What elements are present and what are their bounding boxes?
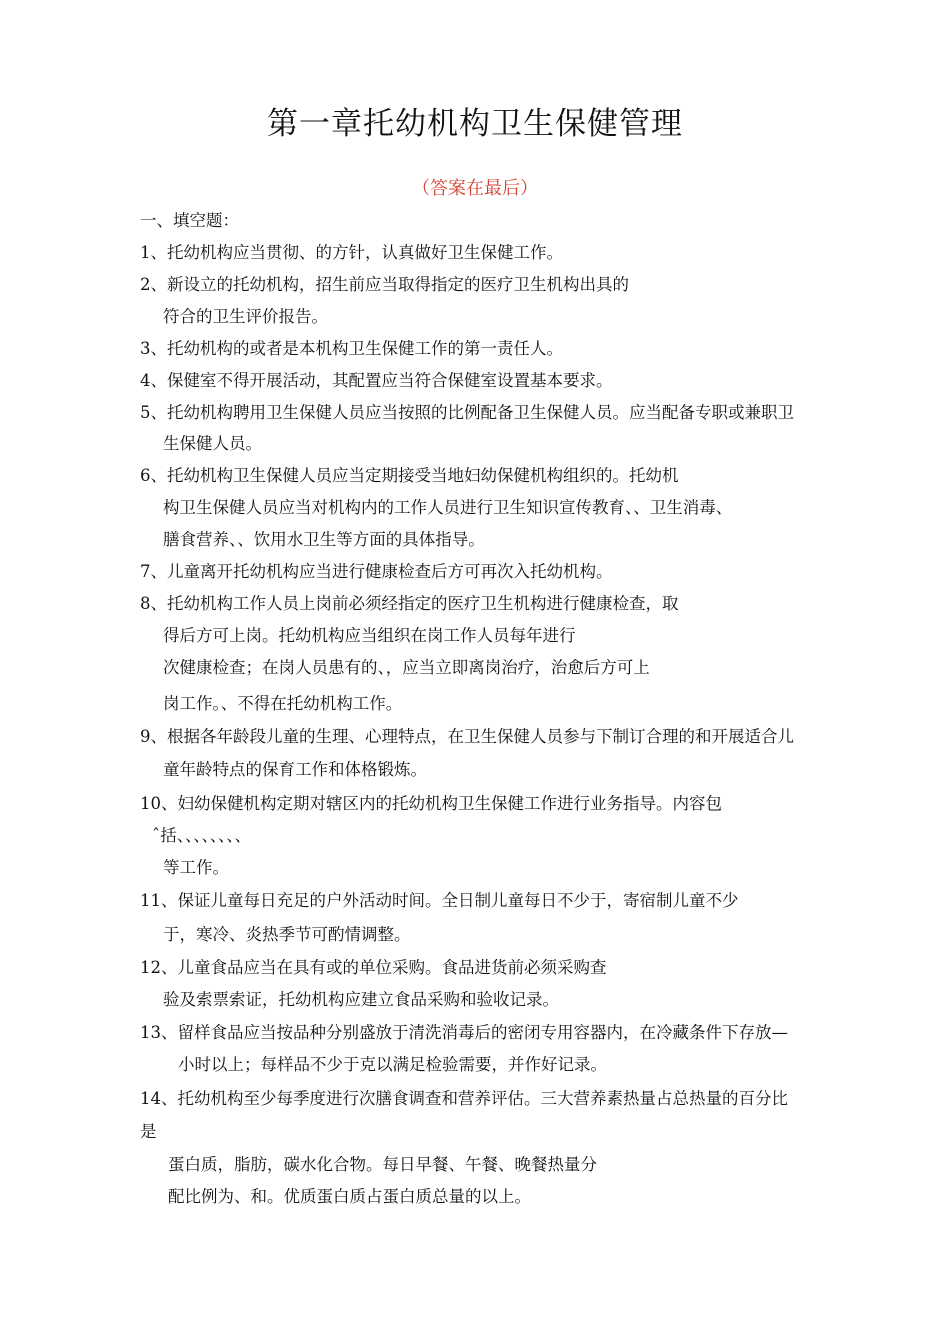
question-line: 9、根据各年龄段儿童的生理、心理特点，在卫生保健人员参与下制订合理的和开展适合儿 [140,727,794,746]
question-line: 12、儿童食品应当在具有或的单位采购。食品进货前必须采购查 [140,958,607,977]
question-line: 得后方可上岗。托幼机构应当组织在岗工作人员每年进行 [163,626,576,645]
question-line: 验及索票索证，托幼机构应建立食品采购和验收记录。 [163,990,559,1009]
question-line: 2、新设立的托幼机构，招生前应当取得指定的医疗卫生机构出具的 [140,275,629,294]
question-line: 配比例为、和。优质蛋白质占蛋白质总量的以上。 [168,1187,531,1206]
page-title: 第一章托幼机构卫生保健管理 [267,106,683,142]
question-line: 膳食营养、、饮用水卫生等方面的具体指导。 [163,530,485,549]
question-line: 13、留样食品应当按品种分别盛放于清洗消毒后的密闭专用容器内，在冷藏条件下存放— [140,1023,788,1042]
question-line: 是 [140,1122,157,1141]
question-line: 4、保健室不得开展活动，其配置应当符合保健室设置基本要求。 [140,371,613,390]
section-heading: 一、填空题： [140,211,239,230]
question-line: 10、妇幼保健机构定期对辖区内的托幼机构卫生保健工作进行业务指导。内容包 [140,794,722,813]
question-line: 符合的卫生评价报告。 [163,307,328,326]
question-line: 6、托幼机构卫生保健人员应当定期接受当地妇幼保健机构组织的。托幼机 [140,466,679,485]
question-line: 构卫生保健人员应当对机构内的工作人员进行卫生知识宣传教育、、卫生消毒、 [163,498,733,517]
question-line: 5、托幼机构聘用卫生保健人员应当按照的比例配备卫生保健人员。应当配备专职或兼职卫 [140,403,794,422]
question-line: 14、托幼机构至少每季度进行次膳食调查和营养评估。三大营养素热量占总热量的百分比 [140,1089,788,1108]
question-line: 小时以上；每样品不少于克以满足检验需要，并作好记录。 [178,1055,607,1074]
question-line: 1、托幼机构应当贯彻、的方针，认真做好卫生保健工作。 [140,243,563,262]
question-line: 于，寒冷、炎热季节可酌情调整。 [163,925,411,944]
question-line: 次健康检查；在岗人员患有的、，应当立即离岗治疗，治愈后方可上 [163,658,650,677]
question-line: 岗工作。、不得在托幼机构工作。 [163,694,403,713]
question-line: 8、托幼机构工作人员上岗前必须经指定的医疗卫生机构进行健康检查，取 [140,594,679,613]
question-line: 童年龄特点的保育工作和体格锻炼。 [163,760,427,779]
answer-note: （答案在最后） [412,178,538,199]
question-line: 生保健人员。 [163,434,262,453]
question-line: 3、托幼机构的或者是本机构卫生保健工作的第一责任人。 [140,339,563,358]
question-line: 等工作。 [163,858,229,877]
question-line: 蛋白质，脂肪，碳水化合物。每日早餐、午餐、晚餐热量分 [168,1155,597,1174]
question-line: 7、儿童离开托幼机构应当进行健康检查后方可再次入托幼机构。 [140,562,613,581]
question-line: ˆ括、、、、、、、、 [152,826,251,845]
question-line: 11、保证儿童每日充足的户外活动时间。全日制儿童每日不少于，寄宿制儿童不少 [140,891,739,910]
